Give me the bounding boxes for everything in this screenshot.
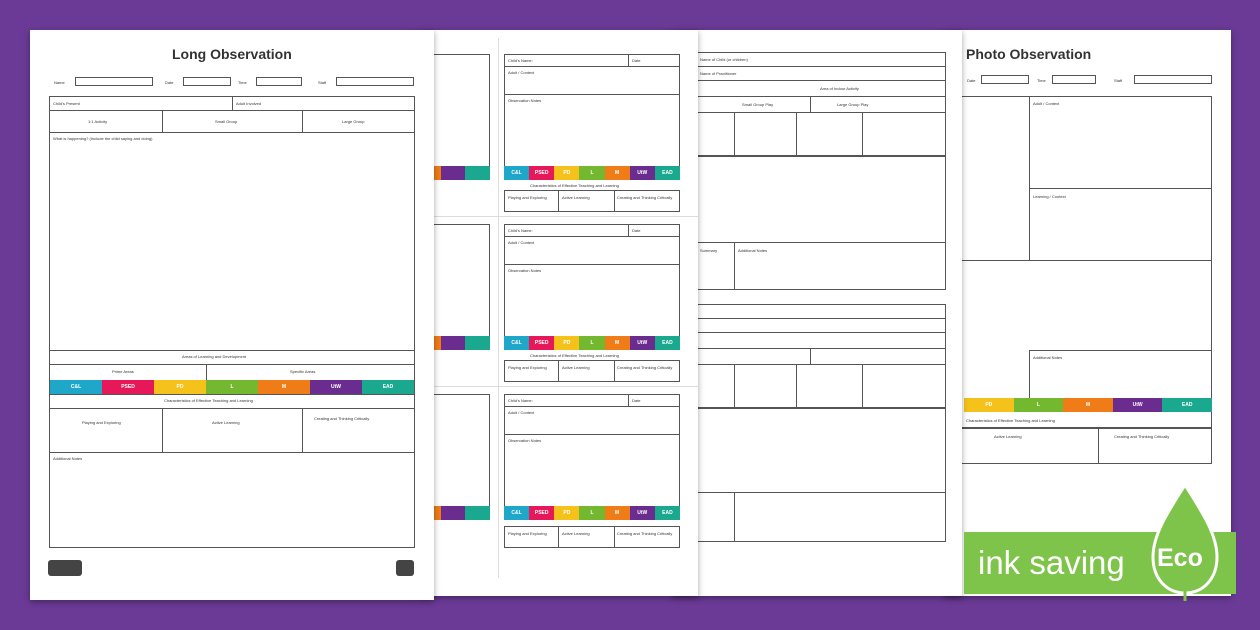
name-label: Name (54, 80, 65, 85)
short-observation-sheet (418, 30, 698, 596)
one-to-one: 1:1 Activity (88, 119, 108, 124)
area-pd: PD (964, 398, 1014, 412)
name-field[interactable] (75, 77, 153, 86)
twinkl-logo (48, 560, 82, 576)
main-observation-label: What is happening? (Include the child saying and doing) (53, 136, 153, 141)
long-area-bar (50, 380, 414, 394)
area-l: L (1014, 398, 1064, 412)
char-active: Active Learning (212, 420, 240, 425)
card2-notes: Observation Notes (508, 268, 542, 273)
group-large: Large Group Play (837, 102, 869, 107)
staff-label: Staff (1114, 78, 1123, 83)
group-observation-sheet (672, 30, 962, 596)
area-cl: C&L (50, 380, 102, 394)
group-row-child: Name of Child (or children) (700, 57, 748, 62)
group-row-activity: Area of Indoor Activity (820, 86, 859, 91)
main-form (49, 96, 415, 548)
card1-date: Date (632, 58, 641, 63)
children-present: Child's Present (53, 101, 80, 106)
card3-char-2: Active Learning (562, 531, 590, 536)
photo-characteristics-title: Characteristics of Effective Teaching and Learning (966, 418, 1055, 423)
card1-char-1: Playing and Exploring (508, 195, 547, 200)
area-ead: EAD (1162, 398, 1212, 412)
group-next: Additional Notes (738, 248, 768, 253)
time-field[interactable] (256, 77, 302, 86)
group-row-practitioner: Name of Practitioner (700, 71, 737, 76)
card2-char-2: Active Learning (562, 365, 590, 370)
area-utw: UtW (310, 380, 362, 394)
area-m: M (1063, 398, 1113, 412)
card3-char-3: Creating and Thinking Critically (617, 531, 673, 536)
photo-observation-title: Photo Observation (966, 46, 1092, 62)
footer-logo (396, 560, 414, 576)
prime-areas: Prime Areas (112, 369, 134, 374)
group-summary: Summary (700, 248, 718, 253)
card3-date: Date (632, 398, 641, 403)
card1-name: Child's Name: (508, 58, 533, 63)
area-pd: PD (154, 380, 206, 394)
card2-char-1: Playing and Exploring (508, 365, 547, 370)
photo-box (944, 96, 1212, 428)
staff-label: Staff (318, 80, 327, 85)
area-psed: PSED (102, 380, 154, 394)
context-label: Adult / Context (1033, 101, 1060, 106)
card2-name: Child's Name: (508, 228, 533, 233)
leaf-icon (1149, 483, 1221, 601)
additional-label: Additional Notes (1033, 355, 1063, 360)
date-label: Date (967, 78, 976, 83)
card1-area-bar: C&L PSED PD L M UtW EAD (504, 166, 680, 180)
card2-date: Date (632, 228, 641, 233)
photo-area-bar (964, 398, 1212, 412)
area-m: M (258, 380, 310, 394)
card1-notes: Observation Notes (508, 98, 542, 103)
card1-char-3: Creating and Thinking Critically (617, 195, 673, 200)
card3-char-1: Playing and Exploring (508, 531, 547, 536)
date-field[interactable] (183, 77, 231, 86)
specific-areas: Specific Areas (290, 369, 316, 374)
characteristics-title: Characteristics of Effective Teaching and Learning (164, 398, 253, 403)
long-observation-title: Long Observation (172, 46, 292, 62)
card2-char-3: Creating and Thinking Critically (617, 365, 673, 370)
areas-title: Areas of Learning and Development (182, 354, 247, 359)
time-label: Time (1037, 78, 1046, 83)
photo-char-1: Active Learning (994, 434, 1022, 439)
card3-name: Child's Name: (508, 398, 533, 403)
time-label: Time (238, 80, 247, 85)
date-label: Date (165, 80, 174, 85)
card3-area-bar: C&L PSED PD L M UtW EAD (504, 506, 680, 520)
area-ead: EAD (362, 380, 414, 394)
date-field[interactable] (981, 75, 1029, 84)
card1-char-2: Active Learning (562, 195, 590, 200)
group-small: Small Group Play (742, 102, 774, 107)
area-utw: UtW (1113, 398, 1163, 412)
photo-char-2: Creating and Thinking Critically (1114, 434, 1170, 439)
large-group: Large Group (342, 119, 365, 124)
adult-involved: Adult Involved (236, 101, 262, 106)
card2-context: Adult / Context (508, 240, 535, 245)
char-playing: Playing and Exploring (82, 420, 121, 425)
char-creating: Creating and Thinking Critically (314, 416, 370, 421)
staff-field[interactable] (336, 77, 414, 86)
card1-char-title: Characteristics of Effective Teaching and Learning (530, 183, 619, 188)
long-observation-sheet (30, 30, 434, 600)
card2-area-bar: C&L PSED PD L M UtW EAD (504, 336, 680, 350)
card3-notes: Observation Notes (508, 438, 542, 443)
card2-char-title: Characteristics of Effective Teaching and Learning (530, 353, 619, 358)
learning-label: Learning / Context (1033, 194, 1066, 199)
time-field[interactable] (1052, 75, 1096, 84)
card3-context: Adult / Context (508, 410, 535, 415)
card1-context: Adult / Context (508, 70, 535, 75)
small-group: Small Group (215, 119, 238, 124)
staff-field[interactable] (1134, 75, 1212, 84)
additional-notes: Additional Notes (53, 456, 83, 461)
eco-label: Eco (1157, 544, 1203, 572)
area-l: L (206, 380, 258, 394)
ink-saving-text: ink saving (978, 544, 1125, 581)
